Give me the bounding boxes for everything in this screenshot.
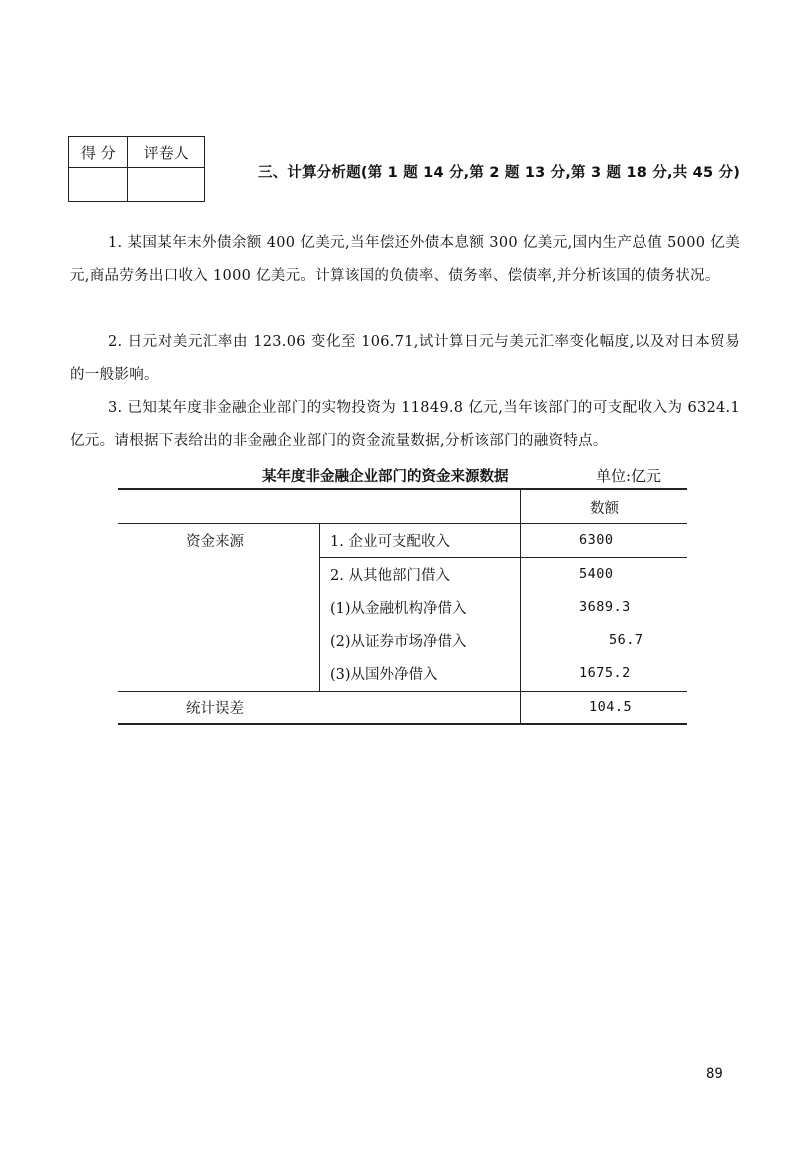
table-top-rule xyxy=(118,488,687,490)
row-item: (2)从证券市场净借入 xyxy=(330,634,467,650)
source-label: 资金来源 xyxy=(186,534,244,550)
question-2: 2. 日元对美元汇率由 123.06 变化至 106.71,试计算日元与美元汇率变化幅度,以及对日本贸易的一般影响。 xyxy=(70,334,740,383)
row-item: 1. 企业可支配收入 xyxy=(330,534,450,550)
row-item: 2. 从其他部门借入 xyxy=(330,568,450,584)
row-amount: 56.7 xyxy=(609,632,644,648)
table-header-rule xyxy=(118,523,687,524)
score-label: 得 分 xyxy=(69,137,128,168)
table-item-divider xyxy=(319,523,320,691)
grader-label: 评卷人 xyxy=(128,137,205,168)
table-row-rule xyxy=(319,557,687,558)
table-amount-divider xyxy=(520,488,521,724)
table-title: 某年度非金融企业部门的资金来源数据 xyxy=(262,469,509,485)
table-error-rule xyxy=(118,691,687,692)
row-item: (1)从金融机构净借入 xyxy=(330,601,467,617)
error-amount: 104.5 xyxy=(589,699,633,715)
table-bottom-rule xyxy=(118,723,687,725)
question-1: 1. 某国某年末外债余额 400 亿美元,当年偿还外债本息额 300 亿美元,国内生产总值 5000 亿美元,商品劳务出口收入 1000 亿美元。计算该国的负债率、债务率、偿债率,并分析该国的债务状况。 xyxy=(70,235,740,284)
error-label: 统计误差 xyxy=(186,701,244,717)
row-amount: 5400 xyxy=(579,566,614,582)
score-field[interactable] xyxy=(69,168,128,202)
table-unit: 单位:亿元 xyxy=(596,467,662,485)
question-3: 3. 已知某年度非金融企业部门的实物投资为 11849.8 亿元,当年该部门的可支配收入为 6324.1 亿元。请根据下表给出的非金融企业部门的资金流量数据,分析该部门的融资特点。 xyxy=(70,400,740,449)
row-amount: 6300 xyxy=(579,532,614,548)
row-amount: 3689.3 xyxy=(579,599,631,615)
header-amount: 数额 xyxy=(590,501,619,517)
row-item: (3)从国外净借入 xyxy=(330,667,438,683)
grader-field[interactable] xyxy=(128,168,205,202)
score-box xyxy=(68,136,205,202)
row-amount: 1675.2 xyxy=(579,665,631,681)
page-number: 89 xyxy=(706,1066,723,1082)
section-title: 三、计算分析题(第 1 题 14 分,第 2 题 13 分,第 3 题 18 分,共 45 分) xyxy=(258,165,741,181)
